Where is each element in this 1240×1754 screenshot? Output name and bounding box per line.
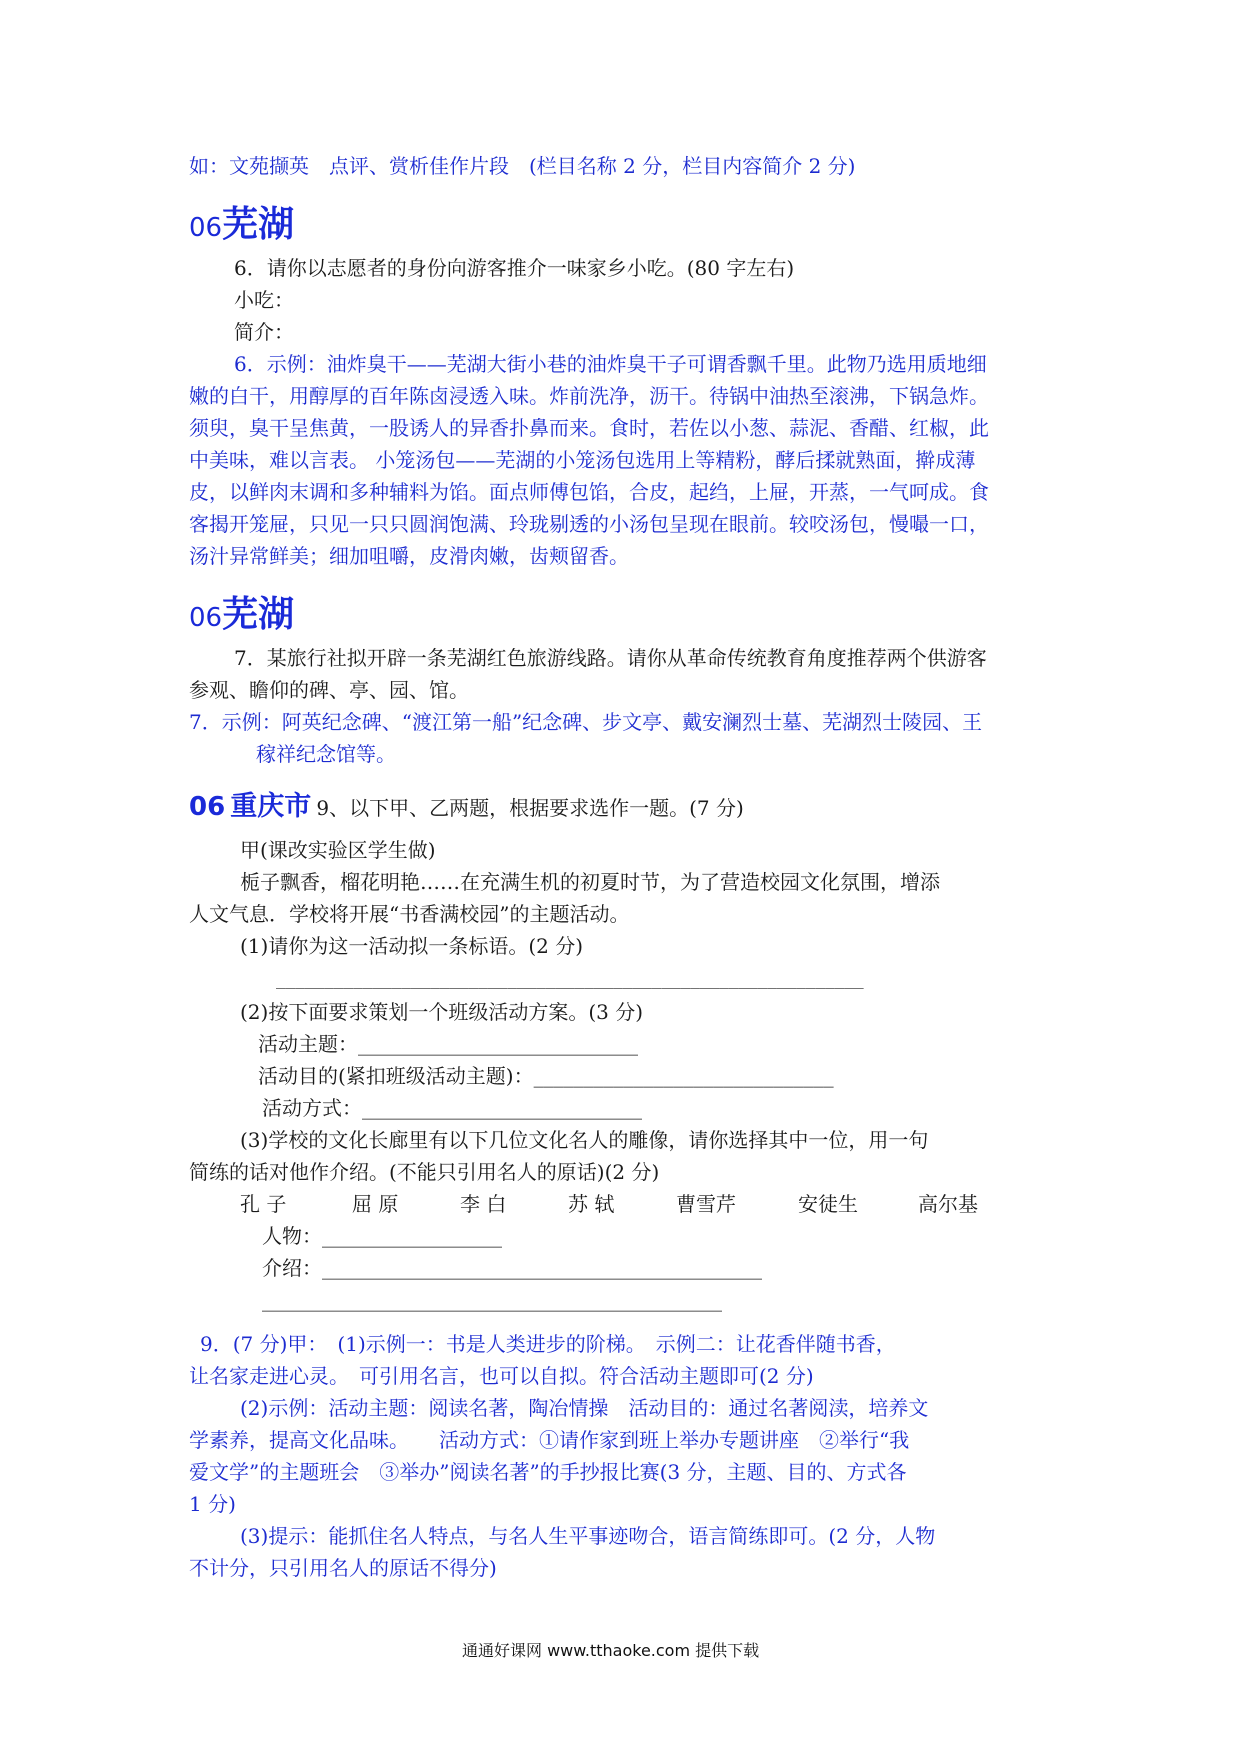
answer-line: 让名家走进心灵。 可引用名言，也可以自拟。符合活动主题即可(2 分)	[189, 1364, 814, 1388]
person-option: 李 白	[460, 1192, 507, 1216]
answer-line: 稼祥纪念馆等。	[256, 742, 396, 766]
intro-field[interactable]: 介绍：____________________________________________	[262, 1256, 762, 1280]
question-part-3: 简练的话对他作介绍。(不能只引用名人的原话)(2 分)	[189, 1160, 660, 1184]
section-heading	[189, 196, 294, 247]
person-option: 孔 子	[240, 1192, 287, 1216]
answer-line: 9．(7 分)甲： (1)示例一：书是人类进步的阶梯。 示例二：让花香伴随书香，	[200, 1332, 896, 1356]
answer-line: 7．示例：阿英纪念碑、“渡江第一船”纪念碑、步文亭、戴安澜烈士墓、芜湖烈士陵园、王	[189, 710, 983, 734]
question-part-3: (3)学校的文化长廊里有以下几位文化名人的雕像，请你选择其中一位，用一句	[240, 1128, 929, 1152]
answer-line: 客揭开笼屉，只见一只只圆润饱满、玲珑剔透的小汤包呈现在眼前。较咬汤包，慢嘬一口，	[189, 512, 989, 536]
answer-line: 爱文学”的主题班会 ③举办”阅读名著”的手抄报比赛(3 分，主题、目的、方式各	[189, 1460, 907, 1484]
answer-line: 学素养，提高文化品味。 活动方式：①请作家到班上举办专题讲座 ②举行“我	[189, 1428, 910, 1452]
footer-text: 通通好课网 www.tthaoke.com 提供下载	[462, 1641, 760, 1660]
field-label-intro: 简介：	[234, 320, 294, 344]
section-number: 06	[189, 792, 226, 822]
answer-line: (2)示例：活动主题：阅读名著，陶冶情操 活动目的：通过名著阅渎，培养文	[240, 1396, 929, 1420]
answer-line: 汤汁异常鲜美；细加咀嚼，皮滑肉嫩，齿颊留香。	[189, 544, 629, 568]
answer-line: 嫩的白干，用醇厚的百年陈卤浸透入味。炸前洗净，沥干。待锅中油热至滚沸，下锅急炸。	[189, 384, 989, 408]
section-heading	[189, 586, 294, 637]
section-city: 重庆市	[230, 791, 312, 822]
person-field[interactable]: 人物：__________________	[262, 1224, 502, 1248]
passage-line: 栀子飘香，榴花明艳……在充满生机的初夏时节，为了营造校园文化氛围，增添	[240, 870, 940, 894]
section-city: 芜湖	[222, 204, 295, 245]
activity-theme-field[interactable]: 活动主题：____________________________	[258, 1032, 638, 1056]
question-text: 6．请你以志愿者的身份向游客推介一味家乡小吃。(80 字左右)	[234, 256, 795, 280]
answer-line: 1 分)	[189, 1492, 236, 1516]
person-option: 苏 轼	[568, 1192, 615, 1216]
answer-line: 皮，以鲜肉末调和多种辅料为馅。面点师傅包馅，合皮，起绉，上屉，开蒸，一气呵成。食	[189, 480, 989, 504]
person-option: 曹雪芹	[676, 1192, 736, 1216]
section-heading-row	[189, 784, 744, 823]
passage-line: 人文气息．学校将开展“书香满校园”的主题活动。	[189, 902, 630, 926]
activity-purpose-field[interactable]: 活动目的(紧扣班级活动主题)：______________________________	[258, 1064, 834, 1088]
section-number: 06	[189, 213, 223, 243]
person-option: 安徒生	[798, 1192, 858, 1216]
question-part-2: (2)按下面要求策划一个班级活动方案。(3 分)	[240, 1000, 644, 1024]
section-heading	[189, 791, 316, 822]
answer-line: 须臾，臭干呈焦黄，一股诱人的异香扑鼻而来。食时，若佐以小葱、蒜泥、香醋、红椒，此	[189, 416, 989, 440]
question-text: 参观、瞻仰的碑、亭、园、馆。	[189, 678, 469, 702]
intro-line: 如：文苑撷英 点评、赏析佳作片段 (栏目名称 2 分，栏目内容简介 2 分)	[189, 154, 856, 178]
answer-line: 中美味，难以言表。 小笼汤包——芜湖的小笼汤包选用上等精粉，酵后揉就熟面，擀成薄	[189, 448, 976, 472]
person-option: 屈 原	[352, 1192, 399, 1216]
intro-field-line[interactable]: ______________________________________________	[262, 1288, 722, 1312]
question-text: 7．某旅行社拟开辟一条芜湖红色旅游线路。请你从革命传统教育角度推荐两个供游客	[234, 646, 987, 670]
section-number: 06	[189, 603, 223, 633]
field-label-snack: 小吃：	[234, 288, 294, 312]
sub-question-label: 甲(课改实验区学生做)	[240, 838, 436, 862]
activity-method-field[interactable]: 活动方式：____________________________	[262, 1096, 642, 1120]
persons-list	[0, 1190, 1240, 1218]
person-option: 高尔基	[918, 1192, 978, 1216]
section-city: 芜湖	[222, 594, 295, 635]
answer-line: 6．示例：油炸臭干——芜湖大街小巷的油炸臭干子可谓香飘千里。此物乃选用质地细	[234, 352, 987, 376]
answer-line: 不计分，只引用名人的原话不得分)	[189, 1556, 497, 1580]
answer-blank-slogan[interactable]: _____________________________________________________________	[276, 970, 864, 989]
question-title: 9、以下甲、乙两题，根据要求选作一题。(7 分)	[316, 796, 744, 820]
question-part-1: (1)请你为这一活动拟一条标语。(2 分)	[240, 934, 584, 958]
answer-line: (3)提示：能抓住名人特点，与名人生平事迹吻合，语言简练即可。(2 分，人物	[240, 1524, 936, 1548]
